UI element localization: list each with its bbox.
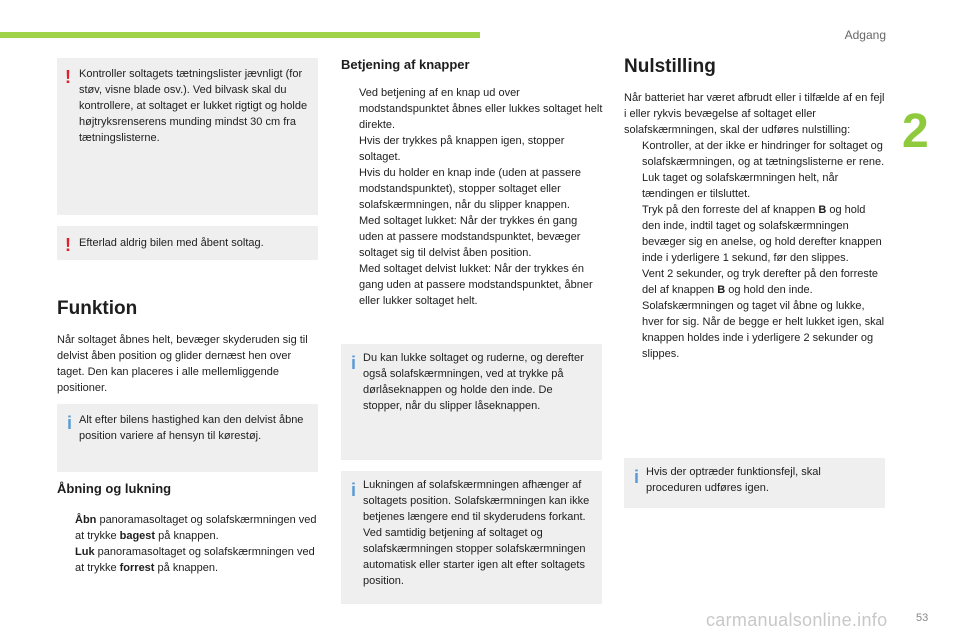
info-text: Alt efter bilens hastighed kan den delvist åbne position variere af hensyn til kørestøj. <box>79 414 304 442</box>
column-middle <box>341 57 603 309</box>
info-text: Hvis der optræder funktionsfejl, skal proceduren udføres igen. <box>646 466 821 494</box>
section-label: Adgang <box>844 28 886 42</box>
list-item: Kontroller, at der ikke er hindringer for soltaget og solafskærmningen, og at tætningslisterne er rene. <box>642 140 885 168</box>
page-number: 53 <box>916 612 929 624</box>
list-item: Luk taget og solafskærmningen helt, når tændingen er tilsluttet. <box>642 172 839 200</box>
opening-closing-list <box>57 512 318 576</box>
info-icon: i <box>67 413 73 433</box>
info-icon: i <box>351 480 357 500</box>
info-text: Du kan lukke soltaget og ruderne, og derefter også solafskærmningen, ved at trykke på dørlåseknappen og holde den inde. De stopper, når du slipper låseknappen. <box>363 352 584 412</box>
buttons-list <box>341 85 603 309</box>
list-item: Hvis der trykkes på knappen igen, stopper soltaget. <box>359 135 565 163</box>
list-item: Åbn panoramasoltaget og solafskærmningen ved at trykke bagest på knappen. <box>75 514 317 542</box>
warning-icon: ! <box>65 67 71 87</box>
column-left <box>57 298 318 396</box>
list-item: Vent 2 sekunder, og tryk derefter på den forreste del af knappen B og hold den inde. Solafskærmningen og taget vil åbne og lukke, hver for sig. Når de begge er helt lukket igen, skal knappen holdes inde i yderligere 2 sekunder og slippes. <box>642 268 885 360</box>
section-title-reset: Nulstilling <box>624 56 716 77</box>
list-item: Tryk på den forreste del af knappen B og hold den inde, indtil taget og solafskærmningen bevæger sig en anelse, og hold derefter knappen inde i yderligere 1 sekund, før den slippes. <box>642 204 882 264</box>
opening-closing-section <box>57 481 318 576</box>
section-title-funktion: Funktion <box>57 298 138 319</box>
chapter-number: 2 <box>902 105 929 158</box>
reset-intro: Når batteriet har været afbrudt eller i tilfælde af en fejl i eller rykvis bevægelse af soltaget eller solafskærmningen, skal der udføres nulstilling: <box>624 92 885 136</box>
info-text: Lukningen af solafskærmningen afhænger af soltagets position. Solafskærmningen kan ikke betjenes længere end til skyderudens forkant. Ved samtidig betjening af soltaget og solafskærmningen stopper solafskærmningen automatisk eller starter igen alt efter soltagets position. <box>363 479 590 587</box>
list-item: Med soltaget delvist lukket: Når der trykkes én gang uden at passere modstandspunktet, åbner eller lukker soltaget helt. <box>359 263 593 307</box>
list-item: Ved betjening af en knap ud over modstandspunktet åbnes eller lukkes soltaget helt direkte. <box>359 87 603 131</box>
warning-icon: ! <box>65 235 71 255</box>
list-item: Hvis du holder en knap inde (uden at passere modstandspunktet), stopper soltaget eller solafskærmningen, når du slipper knappen. <box>359 167 581 211</box>
info-icon: i <box>351 353 357 373</box>
warning-text: Efterlad aldrig bilen med åbent soltag. <box>79 237 264 249</box>
chapter-color-bar <box>0 32 480 38</box>
info-box-lock-button <box>341 344 602 460</box>
warning-text: Kontroller soltagets tætningslister jævnligt (for støv, visne blade osv.). Ved bilvask skal du kontrollere, at soltaget er lukket rigtigt og holde højtryksrenserens munding mindst 30 cm fra tætningslisterne. <box>79 68 308 144</box>
warning-box-seals <box>57 58 318 215</box>
info-icon: i <box>634 467 640 487</box>
section-title-buttons: Betjening af knapper <box>341 57 470 72</box>
column-right <box>624 56 886 362</box>
reset-list <box>624 138 886 362</box>
info-box-noise <box>57 404 318 472</box>
list-item: Med soltaget lukket: Når der trykkes én gang uden at passere modstandspunktet, bevæger soltaget sig til delvist åben position. <box>359 215 581 259</box>
warning-box-open-roof <box>57 226 318 260</box>
watermark: carmanualsonline.info <box>706 610 888 630</box>
info-box-sunshade <box>341 471 602 604</box>
subtitle-opening-closing: Åbning og lukning <box>57 481 172 496</box>
info-box-malfunction <box>624 458 885 508</box>
list-item: Luk panoramasoltaget og solafskærmningen ved at trykke forrest på knappen. <box>75 546 315 574</box>
funktion-text: Når soltaget åbnes helt, bevæger skyderuden sig til delvist åben position og glider dernæst hen over taget. Den kan placeres i alle mellemliggende positioner. <box>57 334 308 394</box>
